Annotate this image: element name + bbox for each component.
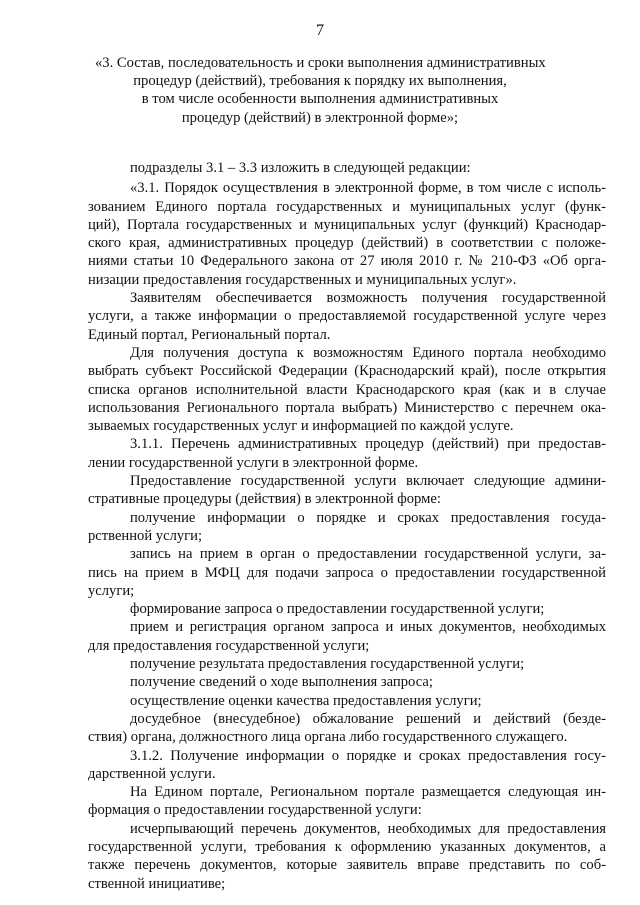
paragraph-line: На Едином портале, Региональном портале размещается следующая ин- (130, 784, 606, 801)
page-number: 7 (316, 22, 324, 39)
paragraph-line: Единый портал, Региональный портал. (88, 326, 331, 343)
paragraph-line: ниями статьи 10 Федерального закона от 27 июля 2010 г. № 210-ФЗ «Об орга- (88, 253, 606, 270)
paragraph-line: ского края, административных процедур (действий) в соответствии с положе- (88, 235, 606, 252)
paragraph-line: осуществление оценки качества предоставления услуги; (130, 692, 482, 709)
paragraph-line: получение сведений о ходе выполнения запроса; (130, 674, 433, 691)
paragraph-line: 3.1.1. Перечень административных процедур (действий) при предостав- (130, 436, 606, 453)
paragraph-line: Для получения доступа к возможностям Единого портала необходимо (130, 344, 606, 361)
paragraph-line: получение результата предоставления государственной услуги; (130, 656, 525, 673)
paragraph-line: услуги, а также информации о предоставляемой государственной услуге через (88, 308, 606, 325)
paragraph-line: услуги; (88, 582, 135, 599)
heading-line: в том числе особенности выполнения административных (141, 91, 499, 108)
paragraph-line: ственной инициативе; (88, 875, 226, 892)
paragraph-line: 3.1.2. Получение информации о порядке и сроках предоставления госу- (130, 747, 606, 764)
heading-line: процедур (действий), требования к порядку их выполнения, (133, 73, 507, 90)
paragraph-line: досудебное (внесудебное) обжалование решений и действий (безде- (130, 710, 606, 727)
paragraph (88, 692, 606, 710)
paragraph-line: низации предоставления государственных и муниципальных услуг». (88, 271, 517, 288)
paragraph (88, 435, 606, 472)
heading-line: «3. Состав, последовательность и сроки выполнения административных (95, 55, 546, 71)
paragraph (88, 509, 606, 546)
paragraph-line: формирование запроса о предоставлении государственной услуги; (130, 601, 545, 618)
paragraph (88, 159, 606, 177)
paragraph-line: также перечень документов, которые заявитель вправе представить по соб- (88, 857, 606, 874)
paragraph-line: пись на прием в МФЦ для подачи запроса о предоставлении государственной (88, 564, 606, 581)
paragraph-line: использования Регионального портала выбрать) Министерство с перечнем ока- (88, 399, 606, 416)
paragraph-line: рственной услуги; (88, 527, 203, 544)
paragraph-line: Предоставление государственной услуги включает следующие админи- (130, 473, 606, 490)
paragraph-line: списка органов исполнительной власти Краснодарского края (как и в случае (88, 381, 606, 398)
paragraph (88, 179, 606, 289)
paragraph (88, 344, 606, 435)
paragraph (88, 783, 606, 820)
paragraph (88, 545, 606, 600)
paragraph (88, 472, 606, 509)
paragraph (88, 289, 606, 344)
paragraph (88, 600, 606, 618)
paragraph-line: формация о предоставлении государственной услуги: (88, 802, 422, 819)
paragraph-line: подразделы 3.1 – 3.3 изложить в следующей редакции: (130, 160, 471, 176)
paragraph-line: «3.1. Порядок осуществления в электронной форме, в том числе с исполь- (130, 180, 606, 197)
paragraph-line: ствия) органа, должностного лица органа либо государственного служащего. (88, 729, 568, 746)
paragraph-line: лении государственной услуги в электронной форме. (88, 454, 419, 471)
heading-line: процедур (действий) в электронной форме»; (181, 109, 459, 126)
paragraph-line: стративные процедуры (действия) в электронной форме: (88, 491, 441, 508)
paragraph-line: выбрать субъект Российской Федерации (Краснодарский край), после открытия (88, 363, 606, 380)
paragraph-line: зываемых государственных услуг и информацией по каждой услуге. (88, 418, 514, 435)
paragraph-line: для предоставления государственной услуги; (88, 637, 370, 654)
paragraph-line: ций), Портала государственных и муниципальных услуг (функций) Краснодар- (88, 216, 606, 233)
paragraph-line: дарственной услуги. (88, 765, 216, 782)
paragraph-line: государственной услуги, требования к оформлению указанных документов, а (88, 838, 606, 855)
paragraph (88, 747, 606, 784)
paragraph-line: прием и регистрация органом запроса и иных документов, необходимых (130, 619, 606, 636)
paragraph (88, 710, 606, 747)
paragraph (88, 673, 606, 691)
paragraph (88, 655, 606, 673)
document-body (88, 159, 606, 893)
section-heading (95, 54, 545, 127)
paragraph (88, 820, 606, 893)
paragraph (88, 618, 606, 655)
paragraph-line: запись на прием в орган о предоставлении государственной услуги, за- (130, 546, 606, 563)
paragraph-line: зованием Единого портала государственных и муниципальных услуг (функ- (88, 198, 606, 215)
paragraph-line: Заявителям обеспечивается возможность получения государственной (130, 290, 606, 307)
paragraph-line: получение информации о порядке и сроках предоставления госуда- (130, 509, 606, 526)
paragraph-line: исчерпывающий перечень документов, необходимых для предоставления (130, 820, 606, 837)
